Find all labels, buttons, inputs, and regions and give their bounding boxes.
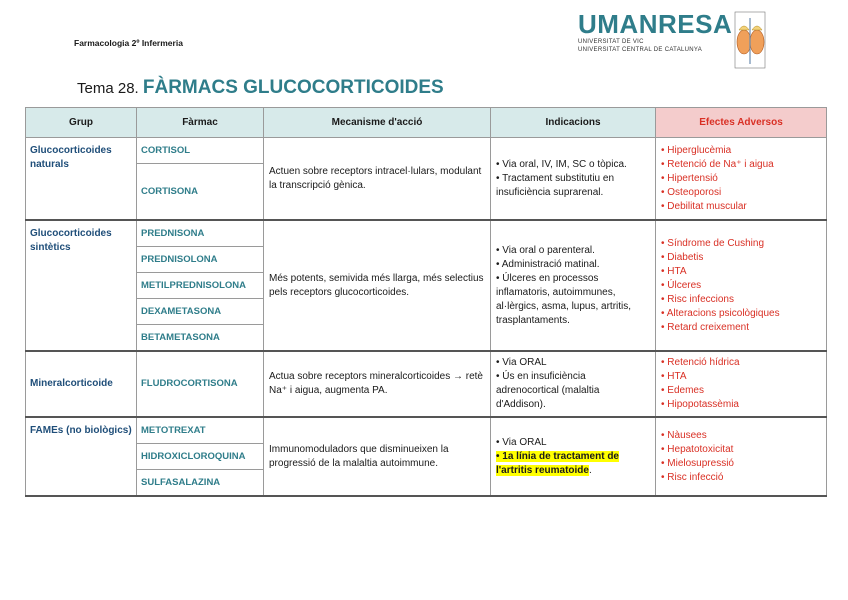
table-header-row bbox=[26, 108, 827, 138]
adverse-item: • Hepatotoxicitat bbox=[661, 443, 734, 455]
drug-cell: CORTISOL bbox=[137, 138, 264, 164]
indications-cell bbox=[491, 417, 656, 496]
drug-cell: HIDROXICLOROQUINA bbox=[137, 444, 264, 470]
logo-subtitle-1: UNIVERSITAT DE VIC bbox=[578, 39, 644, 45]
table-row bbox=[26, 417, 827, 444]
drug-table bbox=[25, 107, 827, 497]
group-cell: Glucocorticoides sintètics bbox=[26, 220, 137, 351]
adrenal-gland-illustration-icon bbox=[730, 10, 770, 70]
adverse-item: • Retenció hídrica bbox=[661, 357, 740, 368]
logo-name: UMANRESA bbox=[578, 9, 733, 39]
adverse-item: • Hiperglucèmia bbox=[661, 144, 732, 156]
drug-cell: PREDNISONA bbox=[137, 220, 264, 247]
adverse-item: • Diabetis bbox=[661, 251, 704, 263]
indication-item: • Ús en insuficiència adrenocortical (malaltia d'Addison). bbox=[496, 371, 600, 410]
indication-item: • Via ORAL bbox=[496, 357, 547, 368]
adverse-item: • Mielosupressió bbox=[661, 457, 734, 469]
group-cell: FAMEs (no biològics) bbox=[26, 417, 137, 496]
page-title bbox=[77, 77, 444, 99]
drug-cell: CORTISONA bbox=[137, 164, 264, 221]
indications-cell bbox=[491, 220, 656, 351]
group-cell: Mineralcorticoide bbox=[26, 351, 137, 417]
adverse-item: • Hipertensió bbox=[661, 172, 718, 184]
header-indicacions: Indicacions bbox=[491, 108, 656, 138]
adverse-cell bbox=[656, 220, 827, 351]
highlight-text: • 1a línia de tractament de l'artritis reumatoide bbox=[496, 450, 619, 476]
adverse-item: • Risc infecció bbox=[661, 471, 724, 483]
indication-item: • Úlceres en processos inflamatoris, autoimmunes, al·lèrgics, asma, lupus, artritis, trasplantaments. bbox=[496, 272, 632, 326]
adverse-item: • Debilitat muscular bbox=[661, 200, 747, 212]
drug-cell: SULFASALAZINA bbox=[137, 470, 264, 497]
drug-cell: METILPREDNISOLONA bbox=[137, 273, 264, 299]
adverse-item: • Nàusees bbox=[661, 429, 707, 441]
title-main: FÀRMACS GLUCOCORTICOIDES bbox=[142, 77, 444, 98]
adverse-item: • Síndrome de Cushing bbox=[661, 237, 765, 249]
indications-cell bbox=[491, 351, 656, 417]
header-farmac: Fàrmac bbox=[137, 108, 264, 138]
mechanism-cell: Immunomoduladors que disminueixen la progressió de la malaltia autoimmune. bbox=[264, 417, 491, 496]
drug-cell: BETAMETASONA bbox=[137, 325, 264, 352]
university-logo bbox=[578, 10, 732, 54]
table-row bbox=[26, 351, 827, 417]
indication-item-highlight bbox=[496, 450, 650, 478]
title-prefix: Tema 28. bbox=[77, 80, 143, 97]
adverse-item: • Hipopotassèmia bbox=[661, 399, 739, 410]
highlight-tail: . bbox=[588, 464, 592, 476]
course-label: Farmacologia 2º Infermeria bbox=[74, 38, 183, 48]
mechanism-cell: Actuen sobre receptors intracel·lulars, modulant la transcripció gènica. bbox=[264, 138, 491, 221]
indication-item: • Administració matinal. bbox=[496, 258, 600, 270]
adverse-item: • Alteracions psicològiques bbox=[661, 307, 780, 319]
drug-cell: FLUDROCORTISONA bbox=[137, 351, 264, 417]
adverse-cell bbox=[656, 351, 827, 417]
header-grup: Grup bbox=[26, 108, 137, 138]
drug-cell: DEXAMETASONA bbox=[137, 299, 264, 325]
indications-cell bbox=[491, 138, 656, 221]
table-row bbox=[26, 138, 827, 164]
table-row bbox=[26, 220, 827, 247]
adverse-item: • Retenció de Na⁺ i aigua bbox=[661, 158, 774, 170]
adverse-item: • Edemes bbox=[661, 385, 704, 396]
mechanism-cell: Més potents, semivida més llarga, més selectius pels receptors glucocorticoides. bbox=[264, 220, 491, 351]
indication-item: • Via ORAL bbox=[496, 436, 547, 448]
adverse-item: • Risc infeccions bbox=[661, 293, 734, 305]
adverse-item: • Úlceres bbox=[661, 279, 702, 291]
indication-item: • Via oral o parenteral. bbox=[496, 244, 595, 256]
adverse-cell bbox=[656, 417, 827, 496]
header-efectes: Efectes Adversos bbox=[656, 108, 827, 138]
adverse-item: • Retard creixement bbox=[661, 321, 749, 333]
mechanism-cell: Actua sobre receptors mineralcorticoides → retè Na⁺ i aigua, augmenta PA. bbox=[264, 351, 491, 417]
drug-cell: METOTREXAT bbox=[137, 417, 264, 444]
adverse-item: • HTA bbox=[661, 371, 687, 382]
adverse-item: • HTA bbox=[661, 265, 687, 277]
adverse-cell bbox=[656, 138, 827, 221]
logo-subtitle-2: UNIVERSITAT CENTRAL DE CATALUNYA bbox=[578, 47, 703, 53]
adverse-item: • Osteoporosi bbox=[661, 186, 722, 198]
indication-item: • Via oral, IV, IM, SC o tòpica. bbox=[496, 158, 627, 170]
group-cell: Glucocorticoides naturals bbox=[26, 138, 137, 221]
drug-cell: PREDNISOLONA bbox=[137, 247, 264, 273]
header-mecanisme: Mecanisme d'acció bbox=[264, 108, 491, 138]
indication-item: • Tractament substitutiu en insuficiència suprarenal. bbox=[496, 172, 615, 198]
